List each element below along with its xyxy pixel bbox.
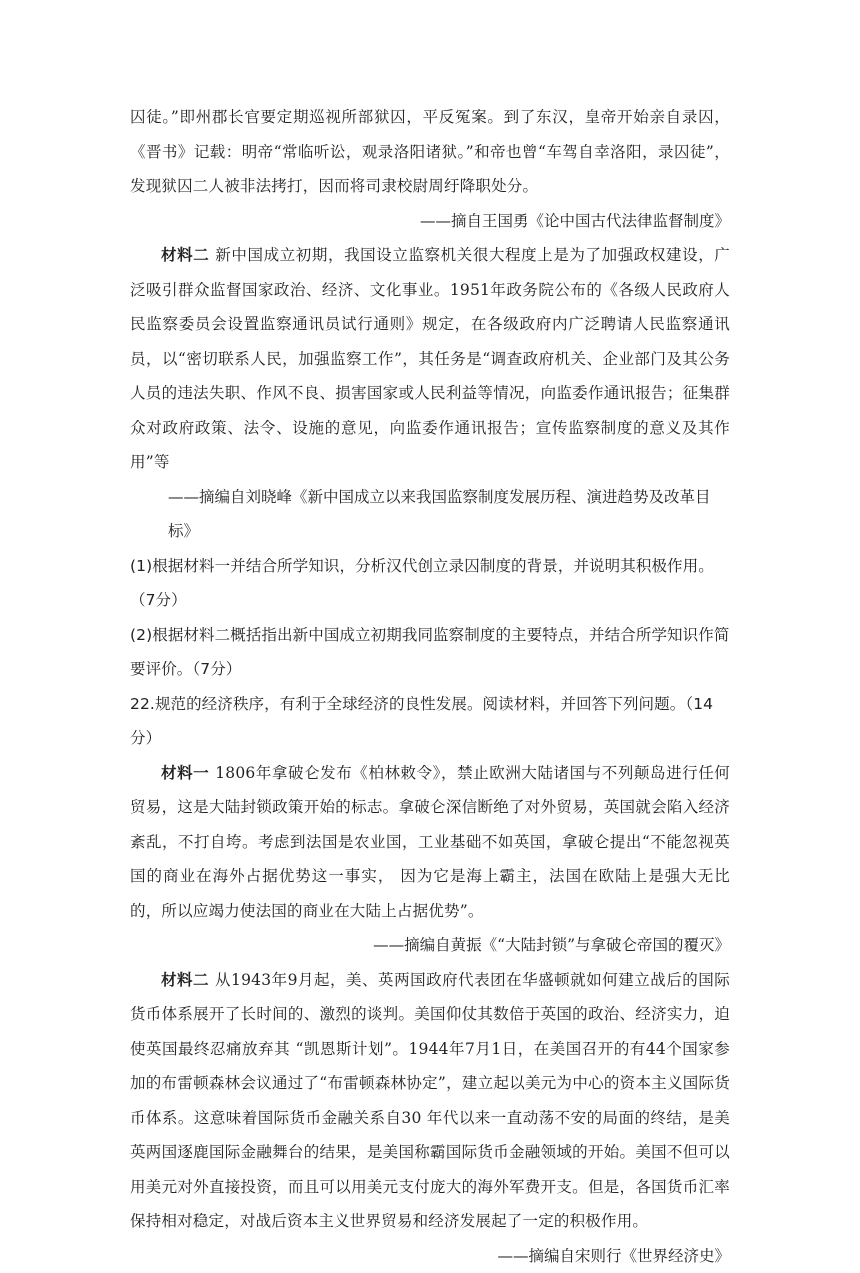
material-two bbox=[130, 238, 730, 480]
material-two-label: 材料二 bbox=[161, 245, 209, 264]
question-21-2: (2)根据材料二概括指出新中国成立初期我同监察制度的主要特点，并结合所学知识作简要评价。（7分） bbox=[130, 618, 730, 687]
q22-material-two-text: 从1943年9月起，美、英两国政府代表团在华盛顿就如何建立战后的国际货币体系展开了长时间的、激烈的谈判。美国仰仗其数倍于英国的政治、经济实力，迫使英国最终忍痛放弃其 “凯恩斯计划”。1944年7月1日，在美国召开的有44个国家参加的布雷顿森林会议通过了“布雷顿森林协定”，建立起以美元为中心的资本主义国际货币体系。这意味着国际货币金融关系自30 年代以来一直动荡不安的局面的终结，是美英两国逐鹿国际金融舞台的结果，是美国称霸国际货币金融领域的开始。美国不但可以用美元对外直接投资，而且可以用美元支付庞大的海外军费开支。但是，各国货币汇率保持相对稳定，对战后资本主义世界贸易和经济发展起了一定的积极作用。 bbox=[130, 971, 730, 1231]
q22-material-two-label: 材料二 bbox=[161, 970, 209, 989]
q22-material-one bbox=[130, 756, 730, 929]
q22-material-one-text: 1806年拿破仑发布《柏林敕令》，禁止欧洲大陆诸国与不列颠岛进行任何贸易，这是大陆封锁政策开始的标志。拿破仑深信断绝了对外贸易，英国就会陷入经济紊乱，不打自垮。考虑到法国是农业国，工业基础不如英国，拿破仑提出“不能忽视英国的商业在海外占据优势这一事实， 因为它是海上霸主，法国在欧陆上是强大无比的，所以应竭力使法国的商业在大陆上占据优势”。 bbox=[130, 764, 730, 920]
q22-material-one-source: ——摘编自黄振《“大陆封锁”与拿破仑帝国的覆灭》 bbox=[130, 928, 730, 963]
q22-material-two-source: ——摘编自宋则行《世界经济史》 bbox=[130, 1239, 730, 1273]
question-22-stem: 22.规范的经济秩序，有利于全球经济的良性发展。阅读材料，并回答下列问题。（14分） bbox=[130, 687, 730, 756]
material-one-source: ——摘自王国勇《论中国古代法律监督制度》 bbox=[130, 204, 730, 239]
question-21-1: (1)根据材料一并结合所学知识，分析汉代创立录囚制度的背景，并说明其积极作用。（7分） bbox=[130, 549, 730, 618]
material-two-source: ——摘编自刘晓峰《新中国成立以来我国监察制度发展历程、演进趋势及改革目标》 bbox=[130, 480, 730, 549]
material-two-text: 新中国成立初期，我国设立监察机关很大程度上是为了加强政权建设，广泛吸引群众监督国家政治、经济、文化事业。1951年政务院公布的《各级人民政府人民监察委员会设置监察通讯员试行通则》规定，在各级政府内广泛聘请人民监察通讯员，以“密切联系人民，加强监察工作”，其任务是“调查政府机关、企业部门及其公务人员的违法失职、作风不良、损害国家或人民利益等情况，向监委作通讯报告；征集群众对政府政策、法令、设施的意见，向监委作通讯报告；宣传监察制度的意义及其作用”等 bbox=[130, 246, 730, 471]
q22-material-two bbox=[130, 963, 730, 1239]
q22-material-one-label: 材料一 bbox=[161, 763, 209, 782]
material-one-continuation: 囚徒。”即州郡长官要定期巡视所部狱囚，平反冤案。到了东汉，皇帝开始亲自录囚，《晋书》记载：明帝“常临听讼，观录洛阳诸狱。”和帝也曾“车驾自幸洛阳，录囚徒”，发现狱囚二人被非法拷打，因而将司隶校尉周纡降职处分。 bbox=[130, 100, 730, 204]
